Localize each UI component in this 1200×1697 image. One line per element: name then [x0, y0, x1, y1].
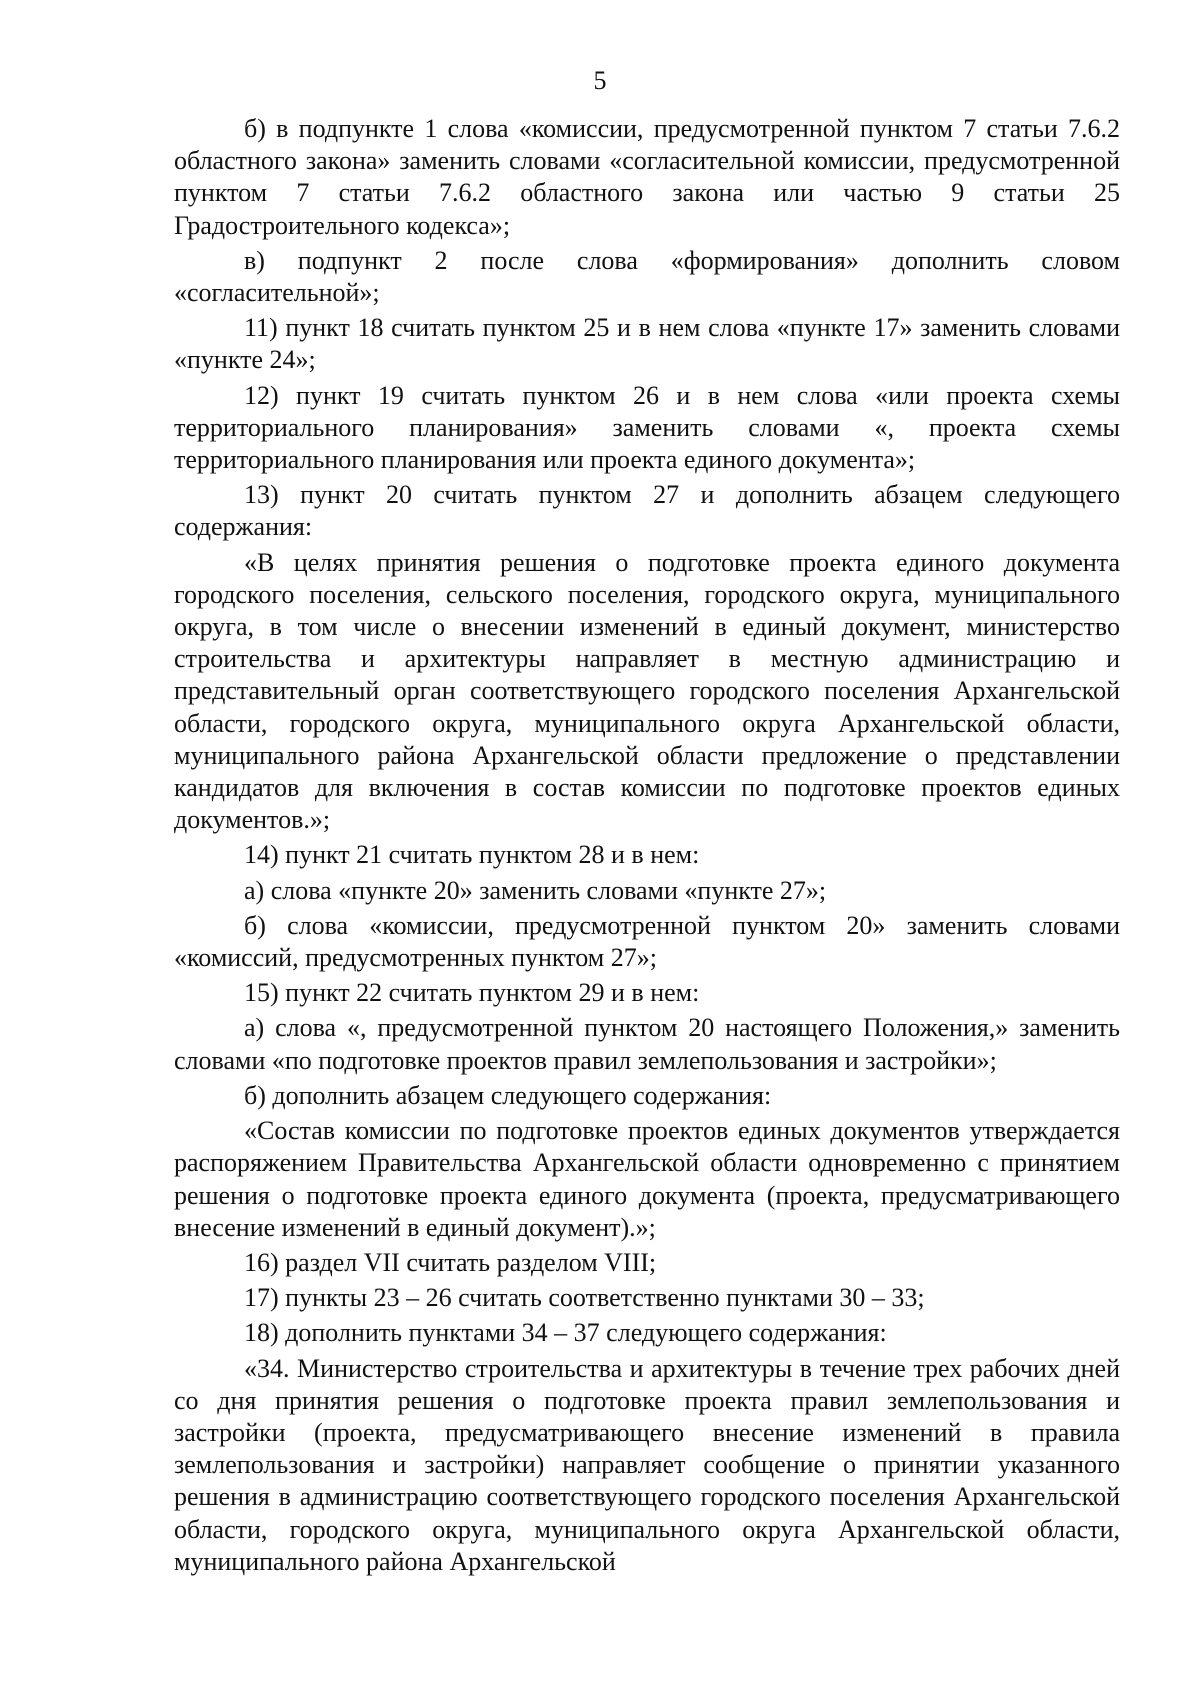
paragraph-quote-commission: «Состав комиссии по подготовке проектов единых документов утверждается распоряжением Правительства Архангельской области одновременно с принятием решения о подготовке проекта единого документа (проекта, предусматривающего внесение изменений в единый документ).»; [174, 1116, 1120, 1242]
paragraph-quote-single-document: «В целях принятия решения о подготовке проекта единого документа городского поселения, сельского поселения, городского округа, муниципального округа, в том числе о внесении изменений в единый документ, министерство строительства и архитектуры направляет в местную администрацию и представительный орган соответствующего городского поселения Архангельской области, городского округа, муниципального округа Архангельской области, муниципального района Архангельской области предложение о представлении кандидатов для включения в состав комиссии по подготовке проектов единых документов.»; [174, 547, 1120, 835]
page-number: 5 [593, 66, 607, 95]
paragraph-item-16: 16) раздел VII считать разделом VIII; [244, 1247, 657, 1277]
paragraph-item-18: 18) дополнить пунктами 34 – 37 следующего содержания: [244, 1318, 887, 1348]
paragraph-v-subpoint-2: в) подпункт 2 после слова «формирования» дополнить словом «согласительной»; [174, 245, 1120, 308]
paragraph-item-15: 15) пункт 22 считать пунктом 29 и в нем: [244, 978, 700, 1008]
paragraph-b-subpoint-1: б) в подпункте 1 слова «комиссии, предусмотренной пунктом 7 статьи 7.6.2 областного закона» заменить словами «согласительной комиссии, предусмотренной пунктом 7 статьи 7.6.2 областного закона или частью 9 статьи 25 Градостроительного кодекса»; [174, 114, 1120, 240]
paragraph-item-13: 13) пункт 20 считать пунктом 27 и дополнить абзацем следующего содержания: [174, 480, 1120, 542]
paragraph-item-14-a: а) слова «пункте 20» заменить словами «пункте 27»; [244, 875, 827, 905]
paragraph-item-12: 12) пункт 19 считать пунктом 26 и в нем слова «или проекта схемы территориального планирования» заменить словами «, проекта схемы территориального планирования или проекта единого документа»; [174, 380, 1120, 475]
paragraph-item-11: 11) пункт 18 считать пунктом 25 и в нем слова «пункте 17» заменить словами «пункте 24»; [174, 313, 1120, 375]
paragraph-item-15-a: а) слова «, предусмотренной пунктом 20 настоящего Положения,» заменить словами «по подготовке проектов правил землепользования и застройки»; [174, 1013, 1120, 1075]
paragraph-item-15-b: б) дополнить абзацем следующего содержания: [244, 1080, 772, 1110]
paragraph-item-14: 14) пункт 21 считать пунктом 28 и в нем: [244, 840, 700, 870]
paragraph-item-17: 17) пункты 23 – 26 считать соответственно пунктами 30 – 33; [244, 1283, 925, 1313]
paragraph-item-14-b: б) слова «комиссии, предусмотренной пунктом 20» заменить словами «комиссий, предусмотренных пунктом 27»; [174, 910, 1120, 973]
document-body [174, 113, 1120, 1581]
paragraph-quote-item-34: «34. Министерство строительства и архитектуры в течение трех рабочих дней со дня принятия решения о подготовке проекта правил землепользования и застройки (проекта, предусматривающего внесение изменений в правила землепользования и застройки) направляет сообщение о принятии указанного решения в администрацию соответствующего городского поселения Архангельской области, городского округа, муниципального округа Архангельской области, муниципального района Архангельской [174, 1353, 1120, 1576]
